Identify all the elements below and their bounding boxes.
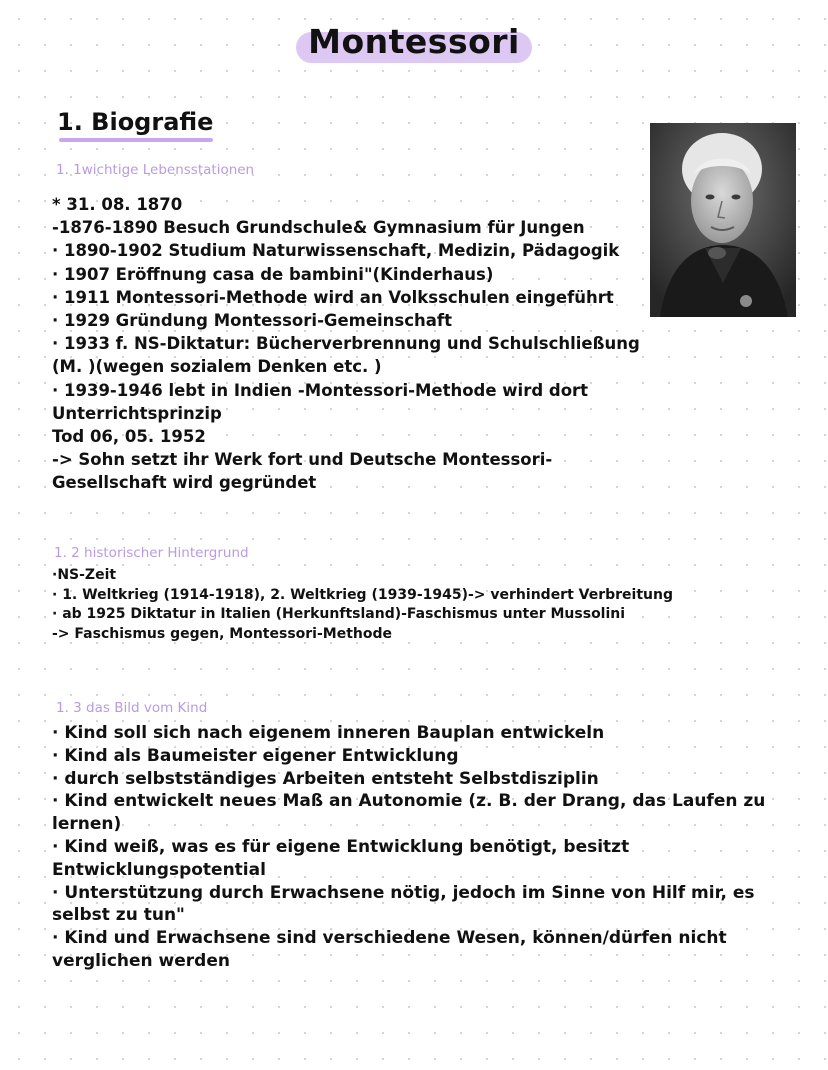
list-item: -1876-1890 Besuch Grundschule& Gymnasium für Jungen [52,218,585,238]
list-item: · Kind entwickelt neues Maß an Autonomie (z. B. der Drang, das Laufen zu [52,791,766,812]
subheading-lebensstationen: 1. 1wichtige Lebensstationen [56,162,255,178]
list-item: Unterrichtsprinzip [52,403,222,423]
list-item: -> Faschismus gegen, Montessori-Methode [52,625,393,642]
list-item: · Kind weiß, was es für eigene Entwicklung benötigt, besitzt [52,836,630,857]
list-item: (M. )(wegen sozialem Denken etc. ) [52,357,382,377]
list-item: Entwicklungspotential [52,859,266,880]
list-item: · 1890-1902 Studium Naturwissenschaft, Medizin, Pädagogik [52,241,620,261]
bild-vom-kind-list [52,722,765,973]
list-item: · 1933 f. NS-Diktatur: Bücherverbrennung und Schulschließung [52,334,640,354]
list-item: · 1907 Eröffnung casa de bambini"(Kinderhaus) [52,264,494,284]
list-item: · Unterstützung durch Erwachsene nötig, jedoch im Sinne von Hilf mir, es [52,882,755,903]
lebensstationen-list [52,193,640,495]
list-item: -> Sohn setzt ihr Werk fort und Deutsche Montessori- [52,450,553,470]
hintergrund-list [52,566,673,644]
portrait-photo [650,123,796,317]
subheading-historischer-hintergrund: 1. 2 historischer Hintergrund [54,545,249,561]
subheading-bild-vom-kind: 1. 3 das Bild vom Kind [56,700,208,716]
list-item: Tod 06, 05. 1952 [52,427,206,447]
section-heading-biografie [57,108,213,136]
list-item: · 1. Weltkrieg (1914-1918), 2. Weltkrieg (1939-1945)-> verhindert Verbreitung [52,586,673,603]
list-item: Gesellschaft wird gegründet [52,473,317,493]
list-item: ·NS-Zeit [52,567,117,583]
list-item: · durch selbstständiges Arbeiten entsteht Selbstdisziplin [52,768,599,789]
list-item: lernen) [52,814,122,835]
list-item: · 1939-1946 lebt in Indien -Montessori-Methode wird dort [52,380,589,400]
section-heading-text: 1. Biografie [57,108,214,136]
list-item: · 1911 Montessori-Methode wird an Volksschulen eingeführt [52,287,614,307]
list-item: · Kind soll sich nach eigenem inneren Bauplan entwickeln [52,723,605,743]
portrait-illustration [650,123,796,317]
list-item: selbst zu tun" [52,905,185,926]
heading-underline [59,138,213,142]
list-item: · ab 1925 Diktatur in Italien (Herkunftsland)-Faschismus unter Mussolini [52,606,626,622]
list-item: verglichen werden [52,950,230,971]
list-item: · Kind als Baumeister eigener Entwicklung [52,745,459,766]
page-title [0,22,828,61]
list-item: * 31. 08. 1870 [52,195,183,214]
list-item: · Kind und Erwachsene sind verschiedene Wesen, können/dürfen nicht [52,928,727,949]
page-title-text: Montessori [308,22,520,61]
list-item: · 1929 Gründung Montessori-Gemeinschaft [52,311,452,331]
